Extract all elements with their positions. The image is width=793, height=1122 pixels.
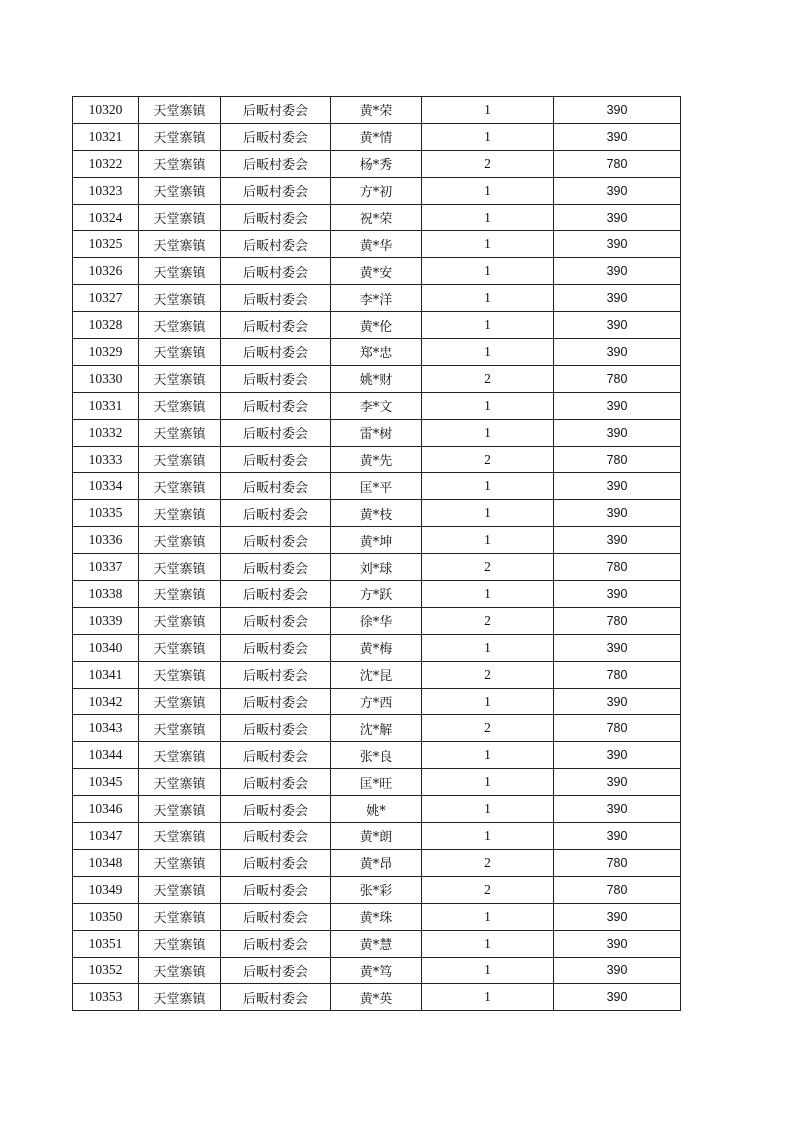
table-row xyxy=(73,661,681,688)
amount-cell: 390 xyxy=(554,984,681,1011)
count-cell: 1 xyxy=(422,796,554,823)
amount-cell: 780 xyxy=(554,876,681,903)
amount-cell: 390 xyxy=(554,97,681,124)
id-cell: 10338 xyxy=(73,581,139,608)
count-cell: 1 xyxy=(422,97,554,124)
count-cell: 1 xyxy=(422,930,554,957)
count-cell: 1 xyxy=(422,634,554,661)
table-row xyxy=(73,150,681,177)
count-cell: 1 xyxy=(422,392,554,419)
table-row xyxy=(73,419,681,446)
amount-cell: 390 xyxy=(554,957,681,984)
town-cell: 天堂寨镇 xyxy=(139,742,221,769)
count-cell: 1 xyxy=(422,231,554,258)
table-row xyxy=(73,392,681,419)
amount-cell: 390 xyxy=(554,742,681,769)
village-cell: 后畈村委会 xyxy=(221,392,331,419)
town-cell: 天堂寨镇 xyxy=(139,365,221,392)
town-cell: 天堂寨镇 xyxy=(139,339,221,366)
town-cell: 天堂寨镇 xyxy=(139,554,221,581)
id-cell: 10321 xyxy=(73,123,139,150)
name-cell: 姚* xyxy=(331,796,422,823)
village-cell: 后畈村委会 xyxy=(221,527,331,554)
village-cell: 后畈村委会 xyxy=(221,957,331,984)
table-row xyxy=(73,339,681,366)
name-cell: 郑*忠 xyxy=(331,339,422,366)
village-cell: 后畈村委会 xyxy=(221,715,331,742)
town-cell: 天堂寨镇 xyxy=(139,419,221,446)
name-cell: 沈*昆 xyxy=(331,661,422,688)
count-cell: 1 xyxy=(422,500,554,527)
count-cell: 1 xyxy=(422,285,554,312)
name-cell: 徐*华 xyxy=(331,607,422,634)
id-cell: 10325 xyxy=(73,231,139,258)
id-cell: 10327 xyxy=(73,285,139,312)
name-cell: 黄*情 xyxy=(331,123,422,150)
town-cell: 天堂寨镇 xyxy=(139,634,221,661)
table-row xyxy=(73,742,681,769)
id-cell: 10322 xyxy=(73,150,139,177)
village-cell: 后畈村委会 xyxy=(221,581,331,608)
town-cell: 天堂寨镇 xyxy=(139,500,221,527)
town-cell: 天堂寨镇 xyxy=(139,177,221,204)
village-cell: 后畈村委会 xyxy=(221,661,331,688)
name-cell: 黄*珠 xyxy=(331,903,422,930)
village-cell: 后畈村委会 xyxy=(221,742,331,769)
count-cell: 1 xyxy=(422,339,554,366)
name-cell: 黄*笃 xyxy=(331,957,422,984)
id-cell: 10344 xyxy=(73,742,139,769)
count-cell: 1 xyxy=(422,123,554,150)
village-cell: 后畈村委会 xyxy=(221,769,331,796)
name-cell: 杨*秀 xyxy=(331,150,422,177)
amount-cell: 780 xyxy=(554,607,681,634)
town-cell: 天堂寨镇 xyxy=(139,715,221,742)
amount-cell: 780 xyxy=(554,661,681,688)
table-row xyxy=(73,231,681,258)
village-cell: 后畈村委会 xyxy=(221,473,331,500)
count-cell: 2 xyxy=(422,365,554,392)
village-cell: 后畈村委会 xyxy=(221,285,331,312)
amount-cell: 390 xyxy=(554,123,681,150)
town-cell: 天堂寨镇 xyxy=(139,984,221,1011)
id-cell: 10340 xyxy=(73,634,139,661)
village-cell: 后畈村委会 xyxy=(221,365,331,392)
village-cell: 后畈村委会 xyxy=(221,312,331,339)
id-cell: 10329 xyxy=(73,339,139,366)
village-cell: 后畈村委会 xyxy=(221,903,331,930)
count-cell: 2 xyxy=(422,715,554,742)
id-cell: 10335 xyxy=(73,500,139,527)
name-cell: 李*文 xyxy=(331,392,422,419)
village-cell: 后畈村委会 xyxy=(221,634,331,661)
amount-cell: 390 xyxy=(554,796,681,823)
count-cell: 1 xyxy=(422,419,554,446)
village-cell: 后畈村委会 xyxy=(221,97,331,124)
name-cell: 雷*树 xyxy=(331,419,422,446)
amount-cell: 390 xyxy=(554,285,681,312)
name-cell: 黄*先 xyxy=(331,446,422,473)
amount-cell: 780 xyxy=(554,849,681,876)
count-cell: 1 xyxy=(422,823,554,850)
table-row xyxy=(73,581,681,608)
id-cell: 10339 xyxy=(73,607,139,634)
town-cell: 天堂寨镇 xyxy=(139,97,221,124)
town-cell: 天堂寨镇 xyxy=(139,392,221,419)
table-row xyxy=(73,849,681,876)
id-cell: 10347 xyxy=(73,823,139,850)
count-cell: 1 xyxy=(422,769,554,796)
count-cell: 1 xyxy=(422,177,554,204)
name-cell: 姚*财 xyxy=(331,365,422,392)
name-cell: 黄*昂 xyxy=(331,849,422,876)
id-cell: 10323 xyxy=(73,177,139,204)
amount-cell: 390 xyxy=(554,473,681,500)
amount-cell: 780 xyxy=(554,446,681,473)
table-row xyxy=(73,285,681,312)
amount-cell: 390 xyxy=(554,177,681,204)
id-cell: 10351 xyxy=(73,930,139,957)
name-cell: 黄*朗 xyxy=(331,823,422,850)
name-cell: 方*西 xyxy=(331,688,422,715)
table-row xyxy=(73,957,681,984)
table-row xyxy=(73,204,681,231)
table-row xyxy=(73,97,681,124)
count-cell: 1 xyxy=(422,742,554,769)
name-cell: 张*彩 xyxy=(331,876,422,903)
table-row xyxy=(73,607,681,634)
village-cell: 后畈村委会 xyxy=(221,607,331,634)
count-cell: 1 xyxy=(422,903,554,930)
village-cell: 后畈村委会 xyxy=(221,339,331,366)
id-cell: 10343 xyxy=(73,715,139,742)
id-cell: 10334 xyxy=(73,473,139,500)
town-cell: 天堂寨镇 xyxy=(139,123,221,150)
amount-cell: 390 xyxy=(554,634,681,661)
town-cell: 天堂寨镇 xyxy=(139,204,221,231)
village-cell: 后畈村委会 xyxy=(221,123,331,150)
id-cell: 10331 xyxy=(73,392,139,419)
count-cell: 1 xyxy=(422,527,554,554)
amount-cell: 390 xyxy=(554,312,681,339)
count-cell: 1 xyxy=(422,312,554,339)
table-row xyxy=(73,365,681,392)
id-cell: 10349 xyxy=(73,876,139,903)
town-cell: 天堂寨镇 xyxy=(139,849,221,876)
town-cell: 天堂寨镇 xyxy=(139,903,221,930)
table-row xyxy=(73,930,681,957)
village-cell: 后畈村委会 xyxy=(221,796,331,823)
name-cell: 黄*荣 xyxy=(331,97,422,124)
amount-cell: 390 xyxy=(554,258,681,285)
count-cell: 1 xyxy=(422,688,554,715)
amount-cell: 390 xyxy=(554,930,681,957)
name-cell: 黄*英 xyxy=(331,984,422,1011)
town-cell: 天堂寨镇 xyxy=(139,930,221,957)
count-cell: 1 xyxy=(422,984,554,1011)
name-cell: 匡*平 xyxy=(331,473,422,500)
amount-cell: 390 xyxy=(554,392,681,419)
count-cell: 2 xyxy=(422,661,554,688)
count-cell: 1 xyxy=(422,957,554,984)
id-cell: 10324 xyxy=(73,204,139,231)
amount-cell: 780 xyxy=(554,715,681,742)
id-cell: 10320 xyxy=(73,97,139,124)
name-cell: 沈*解 xyxy=(331,715,422,742)
count-cell: 1 xyxy=(422,258,554,285)
table-row xyxy=(73,500,681,527)
amount-cell: 390 xyxy=(554,339,681,366)
village-cell: 后畈村委会 xyxy=(221,500,331,527)
table-row xyxy=(73,258,681,285)
name-cell: 祝*荣 xyxy=(331,204,422,231)
village-cell: 后畈村委会 xyxy=(221,150,331,177)
town-cell: 天堂寨镇 xyxy=(139,473,221,500)
village-cell: 后畈村委会 xyxy=(221,554,331,581)
name-cell: 刘*球 xyxy=(331,554,422,581)
id-cell: 10352 xyxy=(73,957,139,984)
town-cell: 天堂寨镇 xyxy=(139,796,221,823)
table-row xyxy=(73,715,681,742)
amount-cell: 390 xyxy=(554,527,681,554)
amount-cell: 780 xyxy=(554,150,681,177)
town-cell: 天堂寨镇 xyxy=(139,446,221,473)
name-cell: 黄*伦 xyxy=(331,312,422,339)
village-cell: 后畈村委会 xyxy=(221,930,331,957)
table-row xyxy=(73,554,681,581)
table-row xyxy=(73,688,681,715)
table-row xyxy=(73,796,681,823)
village-cell: 后畈村委会 xyxy=(221,419,331,446)
count-cell: 2 xyxy=(422,446,554,473)
town-cell: 天堂寨镇 xyxy=(139,581,221,608)
town-cell: 天堂寨镇 xyxy=(139,957,221,984)
village-cell: 后畈村委会 xyxy=(221,258,331,285)
table-row xyxy=(73,473,681,500)
table-row xyxy=(73,446,681,473)
village-cell: 后畈村委会 xyxy=(221,446,331,473)
amount-cell: 390 xyxy=(554,231,681,258)
name-cell: 方*初 xyxy=(331,177,422,204)
amount-cell: 390 xyxy=(554,419,681,446)
village-cell: 后畈村委会 xyxy=(221,984,331,1011)
town-cell: 天堂寨镇 xyxy=(139,823,221,850)
amount-cell: 780 xyxy=(554,554,681,581)
village-cell: 后畈村委会 xyxy=(221,688,331,715)
count-cell: 2 xyxy=(422,150,554,177)
village-cell: 后畈村委会 xyxy=(221,876,331,903)
town-cell: 天堂寨镇 xyxy=(139,688,221,715)
id-cell: 10353 xyxy=(73,984,139,1011)
town-cell: 天堂寨镇 xyxy=(139,312,221,339)
count-cell: 1 xyxy=(422,581,554,608)
count-cell: 1 xyxy=(422,473,554,500)
village-cell: 后畈村委会 xyxy=(221,204,331,231)
name-cell: 匡*旺 xyxy=(331,769,422,796)
id-cell: 10330 xyxy=(73,365,139,392)
village-cell: 后畈村委会 xyxy=(221,177,331,204)
village-cell: 后畈村委会 xyxy=(221,849,331,876)
table-row xyxy=(73,823,681,850)
town-cell: 天堂寨镇 xyxy=(139,527,221,554)
table-row xyxy=(73,123,681,150)
town-cell: 天堂寨镇 xyxy=(139,876,221,903)
id-cell: 10350 xyxy=(73,903,139,930)
id-cell: 10346 xyxy=(73,796,139,823)
table-row xyxy=(73,312,681,339)
amount-cell: 390 xyxy=(554,823,681,850)
count-cell: 2 xyxy=(422,554,554,581)
id-cell: 10333 xyxy=(73,446,139,473)
amount-cell: 390 xyxy=(554,581,681,608)
id-cell: 10326 xyxy=(73,258,139,285)
name-cell: 黄*坤 xyxy=(331,527,422,554)
name-cell: 方*跃 xyxy=(331,581,422,608)
amount-cell: 780 xyxy=(554,365,681,392)
table-row xyxy=(73,177,681,204)
table-row xyxy=(73,984,681,1011)
amount-cell: 390 xyxy=(554,204,681,231)
table-row xyxy=(73,527,681,554)
table-row xyxy=(73,903,681,930)
table-row xyxy=(73,769,681,796)
town-cell: 天堂寨镇 xyxy=(139,769,221,796)
id-cell: 10328 xyxy=(73,312,139,339)
roster-table xyxy=(72,96,681,1011)
name-cell: 黄*安 xyxy=(331,258,422,285)
name-cell: 黄*慧 xyxy=(331,930,422,957)
name-cell: 黄*梅 xyxy=(331,634,422,661)
id-cell: 10348 xyxy=(73,849,139,876)
table-row xyxy=(73,876,681,903)
town-cell: 天堂寨镇 xyxy=(139,150,221,177)
village-cell: 后畈村委会 xyxy=(221,823,331,850)
count-cell: 2 xyxy=(422,849,554,876)
amount-cell: 390 xyxy=(554,769,681,796)
count-cell: 2 xyxy=(422,607,554,634)
amount-cell: 390 xyxy=(554,688,681,715)
name-cell: 张*良 xyxy=(331,742,422,769)
town-cell: 天堂寨镇 xyxy=(139,661,221,688)
amount-cell: 390 xyxy=(554,903,681,930)
name-cell: 黄*华 xyxy=(331,231,422,258)
id-cell: 10345 xyxy=(73,769,139,796)
name-cell: 李*洋 xyxy=(331,285,422,312)
town-cell: 天堂寨镇 xyxy=(139,258,221,285)
town-cell: 天堂寨镇 xyxy=(139,285,221,312)
amount-cell: 390 xyxy=(554,500,681,527)
id-cell: 10332 xyxy=(73,419,139,446)
id-cell: 10342 xyxy=(73,688,139,715)
id-cell: 10336 xyxy=(73,527,139,554)
id-cell: 10337 xyxy=(73,554,139,581)
name-cell: 黄*枝 xyxy=(331,500,422,527)
town-cell: 天堂寨镇 xyxy=(139,231,221,258)
table-row xyxy=(73,634,681,661)
village-cell: 后畈村委会 xyxy=(221,231,331,258)
town-cell: 天堂寨镇 xyxy=(139,607,221,634)
count-cell: 2 xyxy=(422,876,554,903)
count-cell: 1 xyxy=(422,204,554,231)
id-cell: 10341 xyxy=(73,661,139,688)
roster-body xyxy=(73,97,681,1011)
